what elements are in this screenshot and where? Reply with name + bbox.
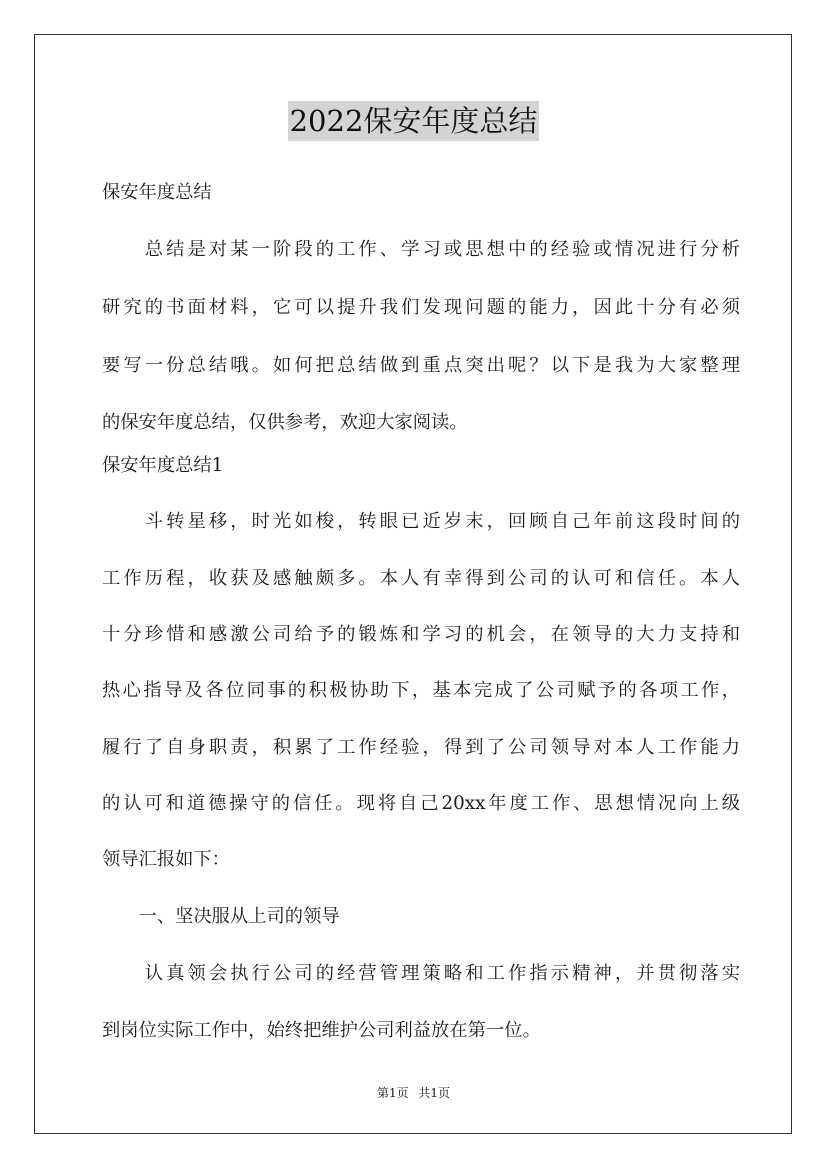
- paragraph-line: 工作历程，收获及感触颇多。本人有幸得到公司的认可和信任。本人: [102, 568, 740, 589]
- paragraph-line: 斗转星移，时光如梭，转眼已近岁末，回顾自己年前这段时间的: [102, 511, 740, 532]
- paragraph-line: 十分珍惜和感激公司给予的锻炼和学习的机会，在领导的大力支持和: [102, 624, 740, 645]
- paragraph-line: 领导汇报如下：: [102, 849, 230, 870]
- paragraph-line: 到岗位实际工作中，始终把维护公司利益放在第一位。: [102, 1020, 541, 1041]
- paragraph-line: 的保安年度总结，仅供参考，欢迎大家阅读。: [102, 412, 468, 433]
- page-footer: [0, 1085, 827, 1101]
- section-heading: 保安年度总结: [102, 182, 212, 203]
- document-title: 2022保安年度总结: [288, 101, 540, 141]
- paragraph-line: 总结是对某一阶段的工作、学习或思想中的经验或情况进行分析: [102, 239, 740, 260]
- paragraph-line: 履行了自身职责，积累了工作经验，得到了公司领导对本人工作能力: [102, 737, 740, 758]
- page-total: 共1页: [418, 1086, 451, 1100]
- title-container: [0, 101, 827, 141]
- paragraph-line: 热心指导及各位同事的积极协助下，基本完成了公司赋予的各项工作，: [102, 680, 740, 701]
- page-number: 第1页: [376, 1086, 409, 1100]
- paragraph-line: 研究的书面材料，它可以提升我们发现问题的能力，因此十分有必须: [102, 297, 740, 318]
- section-heading: 保安年度总结1: [102, 455, 224, 476]
- paragraph-line: 认真领会执行公司的经营管理策略和工作指示精神，并贯彻落实: [102, 963, 740, 984]
- paragraph-line: 要写一份总结哦。如何把总结做到重点突出呢？以下是我为大家整理: [102, 355, 740, 376]
- subsection-heading: 一、坚决服从上司的领导: [102, 906, 340, 927]
- paragraph-line: 的认可和道德操守的信任。现将自己20xx年度工作、思想情况向上级: [102, 793, 740, 814]
